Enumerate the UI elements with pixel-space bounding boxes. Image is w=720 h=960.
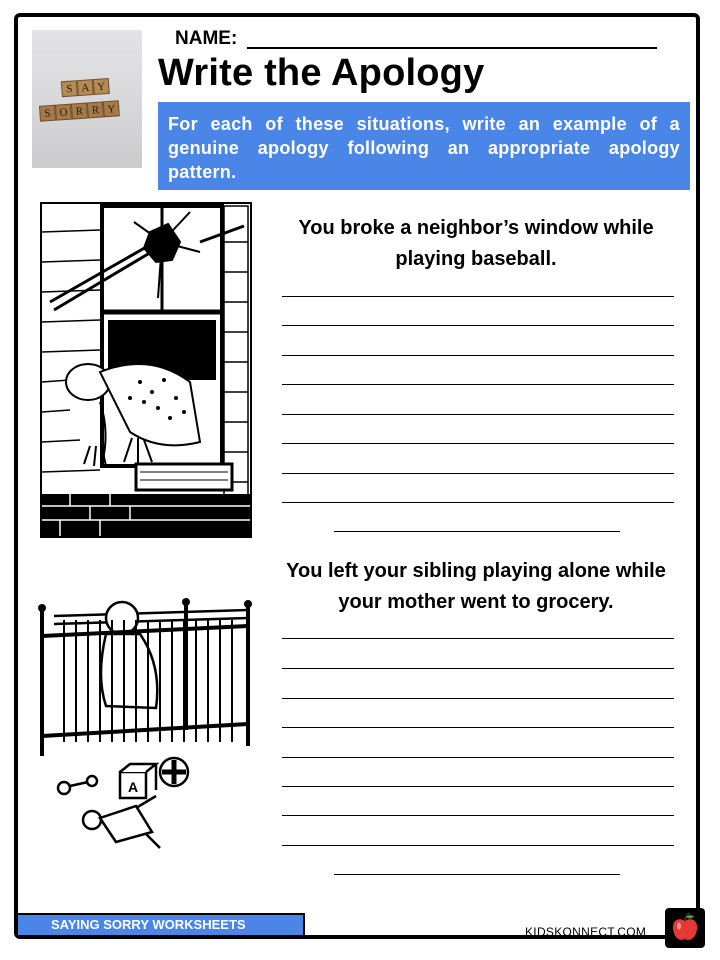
answer-line[interactable]	[282, 786, 674, 787]
svg-text:A: A	[127, 779, 139, 795]
tile-r1: R	[75, 105, 84, 118]
answer-line[interactable]	[282, 698, 674, 699]
instructions-box	[158, 102, 690, 190]
say-sorry-photo	[32, 30, 142, 168]
answer-line[interactable]	[282, 668, 674, 669]
tile-s2: S	[44, 107, 52, 120]
situation-1-prompt: You broke a neighbor’s window while playing baseball.	[298, 217, 654, 270]
apple-icon	[665, 908, 705, 948]
answer-line[interactable]	[282, 757, 674, 758]
crib-baby-illustration	[36, 596, 260, 858]
answer-line[interactable]	[282, 296, 674, 297]
answer-line[interactable]	[282, 355, 674, 356]
page-title: Write the Apology	[158, 52, 485, 94]
answer-line[interactable]	[282, 815, 674, 816]
tile-s1: S	[65, 83, 73, 96]
answer-line[interactable]	[282, 845, 674, 846]
name-field[interactable]	[247, 47, 657, 49]
tile-y2: Y	[106, 103, 116, 116]
tile-y1: Y	[96, 80, 106, 94]
answer-line[interactable]	[282, 325, 674, 326]
answer-line[interactable]	[282, 638, 674, 639]
broken-window-illustration	[40, 202, 252, 538]
answer-line[interactable]	[282, 443, 674, 444]
answer-line[interactable]	[282, 384, 674, 385]
answer-line[interactable]	[282, 414, 674, 415]
answer-line[interactable]	[282, 727, 674, 728]
instructions-text: For each of these situations, write an example of a genuine apology following an appropriate apology pattern.	[168, 114, 680, 182]
worksheet-label: SAYING SORRY WORKSHEETS	[16, 913, 305, 937]
answer-line[interactable]	[282, 502, 674, 503]
site-name: KIDSKONNECT.COM	[525, 925, 647, 939]
answer-line[interactable]	[334, 531, 620, 532]
name-label: NAME:	[175, 28, 238, 49]
tile-r2: R	[91, 104, 100, 117]
kidskonnect-logo	[665, 908, 705, 948]
situation-2-prompt: You left your sibling playing alone while your mother went to grocery.	[286, 560, 666, 613]
answer-line[interactable]	[334, 874, 620, 875]
answer-line[interactable]	[282, 473, 674, 474]
tile-o: O	[59, 106, 68, 119]
tile-a: A	[80, 81, 90, 95]
